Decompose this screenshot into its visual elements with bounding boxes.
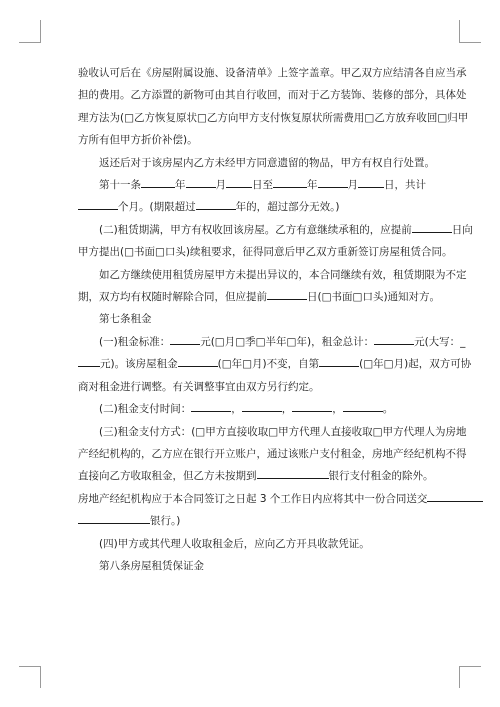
fill-blank[interactable]: [358, 176, 384, 188]
text-line: 直接向乙方收取租金，但乙方未按期到 银行支付租金的除外。: [78, 465, 424, 487]
text-line: 方所有但甲方折价补偿)。: [78, 134, 198, 147]
crop-mark-top-left: [19, 42, 41, 43]
fill-blank[interactable]: [427, 490, 483, 502]
text-line: (二)租赁期满，甲方有权收回该房屋。乙方有意继续承租的，应提前 日向: [78, 219, 424, 241]
text-line: 产经纪机构的，乙方应在银行开立账户，通过该账户支付租金，房地产经纪机构不得: [78, 447, 467, 460]
text-line: 理方法为(□乙方恢复原状□乙方向甲方支付恢复原状所需费用□乙方放弃收回□归甲: [78, 111, 469, 124]
text-line: 返还后对于该房屋内乙方未经甲方同意遗留的物品，甲方有权自行处置。: [99, 156, 435, 169]
crop-mark-top-right: [459, 20, 460, 42]
text-line: (一)租金标准： 元(□月□季□半年□年)，租金总计： 元(大写：_: [78, 331, 424, 353]
text-line: 商对租金进行调整。有关调整事宜由双方另行约定。: [78, 380, 320, 393]
crop-mark-bottom-right: [459, 666, 481, 667]
crop-mark-bottom-left: [19, 666, 41, 667]
fill-blank[interactable]: [141, 176, 175, 188]
fill-blank[interactable]: [343, 400, 383, 412]
fill-blank[interactable]: [78, 512, 150, 524]
crop-mark-bottom-right: [459, 666, 460, 688]
fill-blank[interactable]: [78, 198, 118, 210]
article-11-line: 第十一条 年 月 日至 年 月 日，共计: [78, 174, 424, 196]
text-line: 甲方提出(□书面□口头)续租要求，征得同意后甲乙双方重新签订房屋租赁合同。: [78, 246, 453, 259]
text-line: 如乙方继续使用租赁房屋甲方未提出异议的，本合同继续有效，租赁期限为不定: [99, 268, 467, 281]
fill-blank[interactable]: [196, 198, 236, 210]
text-line: 银行。): [78, 510, 424, 532]
text-line: (四)甲方或其代理人收取租金后，应向乙方开具收款凭证。: [99, 537, 370, 550]
fill-blank[interactable]: [186, 176, 216, 188]
fill-blank[interactable]: [374, 333, 414, 345]
fill-blank[interactable]: [257, 467, 329, 479]
text-line: (二)租金支付时间： ， ， ， 。: [78, 398, 424, 420]
section-heading: 第七条租金: [99, 313, 152, 326]
text-line: 房地产经纪机构应于本合同签订之日起 3 个工作日内应将其中一份合同送交: [78, 488, 424, 510]
document-body: [78, 62, 473, 577]
text-line: 元)。该房屋租金 (□年□月)不变，自第 (□年□月)起，双方可协: [78, 353, 424, 375]
text-line: 担的费用。乙方添置的新物可由其自行收回，而对于乙方装饰、装修的部分，具体处: [78, 89, 467, 102]
fill-blank[interactable]: [412, 221, 452, 233]
crop-mark-bottom-left: [40, 666, 41, 688]
crop-mark-top-left: [40, 20, 41, 42]
text-line: 个月。(期限超过 年的，超过部分无效。): [78, 196, 424, 218]
fill-blank[interactable]: [318, 176, 348, 188]
text-line: (三)租金支付方式：(□甲方直接收取□甲方代理人直接收取□甲方代理人为房地: [99, 425, 467, 438]
fill-blank[interactable]: [267, 288, 307, 300]
fill-blank[interactable]: [242, 400, 282, 412]
fill-blank[interactable]: [226, 176, 252, 188]
fill-blank[interactable]: [292, 400, 332, 412]
fill-blank[interactable]: [178, 355, 218, 367]
text-line: 验收认可后在《房屋附属设施、设备清单》上签字盖章。甲乙双方应结清各自应当承: [78, 67, 467, 79]
fill-blank[interactable]: [273, 176, 307, 188]
fill-blank[interactable]: [319, 355, 359, 367]
fill-blank[interactable]: [78, 355, 100, 367]
crop-mark-top-right: [459, 42, 481, 43]
fill-blank[interactable]: [191, 400, 231, 412]
text-line: 期，双方均有权随时解除合同，但应提前 日(□书面□口头)通知对方。: [78, 286, 424, 308]
section-heading: 第八条房屋租赁保证金: [99, 559, 204, 572]
fill-blank[interactable]: [170, 333, 200, 345]
